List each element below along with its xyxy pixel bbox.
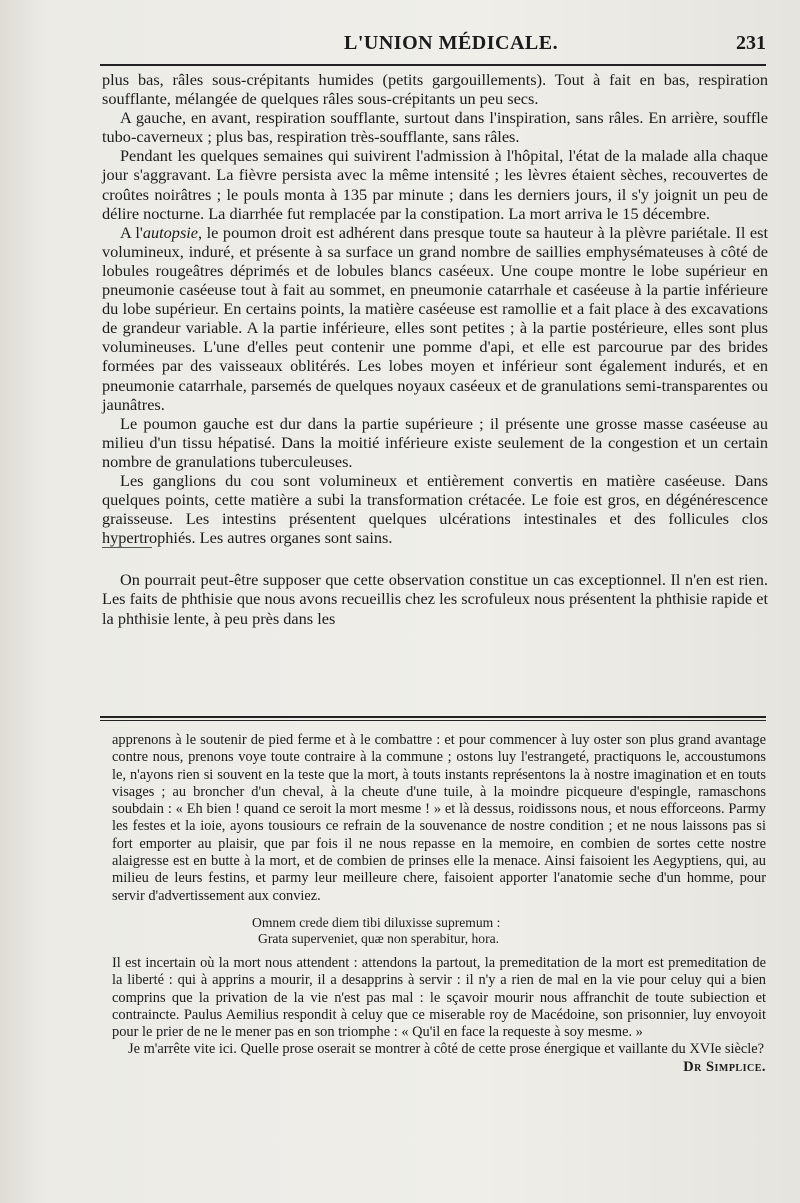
page-number: 231 bbox=[736, 32, 766, 54]
paragraph-3: Pendant les quelques semaines qui suivirent l'admission à l'hôpital, l'état de la malade alla chaque jour s'aggravant. La fièvre persista avec la même intensité ; les lèvres étaient sèches, recouvertes de croûtes noirâtres ; le pouls monta à 135 par minute ; dans les derniers jours, il s'y joignit un peu de délire nocturne. La diarrhée fut remplacée par la constipation. La mort arriva le 15 décembre. bbox=[102, 146, 768, 223]
latin-quote-line-2: Grata superveniet, quæ non sperabitur, hora. bbox=[258, 930, 500, 946]
feuilleton-paragraph-2: Il est incertain où la mort nous attendent : attendons la partout, la premeditation de la mort est premeditation de la liberté : qui à apprins a mourir, il a desapprins à servir : il n'y a rien de mal en la vie pour celuy qui a bien comprins que la privation de la vie n'est pas mal : le sçavoir mourir nous affranchit de toute subiection et contraincte. Paulus Aemilius respondit à celuy que ce miserable roy de Macédoine, son prisonnier, luy envoyoit pour le prier de ne le mener pas en son triomphe : « Qu'il en face la requeste à soy mesme. » bbox=[112, 954, 766, 1041]
autopsie-emphasis: autopsie bbox=[142, 222, 199, 242]
paragraph-4 bbox=[102, 223, 768, 414]
latin-quote bbox=[252, 915, 766, 947]
paragraph-4-rest: , le poumon droit est adhérent dans presque toute sa hauteur à la plèvre pariétale. Il est volumineux, induré, et présente à sa surface un grand nombre de saillies emphysémateuses à côté de lobules rougeâtres déprimés et de lobules blancs caséeux. Une coupe montre le lobe supérieur en pneumonie caséeuse tout à fait au sommet, en pneumonie catarrhale et caséeuse à la partie inférieure du lobe supérieur. En certains points, la matière caséeuse est ramollie et a fait place à des excavations de grandeur variable. A la partie inférieure, elles sont petites ; à la partie postérieure, elles sont plus volumineuses. L'une d'elles peut contenir une pomme d'api, et elle est parcourue par des brides formées par des vaisseaux oblitérés. Les lobes moyen et inférieur sont également indurés, et en pneumonie catarrhale, parsemés de quelques noyaux caséeux et de granulations semi-transparentes ou jaunâtres. bbox=[102, 222, 768, 414]
paragraph-1: plus bas, râles sous-crépitants humides (petits gargouillements). Tout à fait en bas, respiration soufflante, mélangée de quelques râles sous-crépitants un peu secs. bbox=[102, 70, 768, 109]
closing-paragraph bbox=[112, 1041, 766, 1075]
feuilleton-paragraph-1: apprenons à le soutenir de pied ferme et à le combattre : et pour commencer à luy oster son plus grand avantage contre nous, prenons voye toute contraire à la commune ; ostons luy l'estrangeté, practiquons le, accoustumons le, n'ayons rien si souvent en la teste que la mort, à touts instants représentons la à nostre imagination et en touts visages ; au broncher d'un cheval, à la cheute d'une tuile, à la moindre picqueure d'espingle, ramaschons soubdain : « Eh bien ! quand ce seroit la mort mesme ! » et là dessus, roidissons nous, et nous efforceons. Parmy les festes et la ioie, ayons tousiours ce refrain de la souvenance de nostre condition ; et ne nous laissons pas si fort emporter au plaisir, que par fois il ne nous repasse en la memoire, en combien de sortes cette nostre alaigresse est en butte à la mort, et de combien de prinses elle la menace. Ainsi faisoient les Aegyptiens, qui, au milieu de leurs festins, et parmy leur meilleure chere, faisoient apporter l'anatomie seche d'un homme, pour servir d'advertissement aux conviez. bbox=[112, 732, 766, 904]
author-signature: Dr Simplice. bbox=[683, 1058, 766, 1075]
section-separator bbox=[102, 547, 152, 548]
header-rule bbox=[100, 64, 766, 66]
paragraph-2: A gauche, en avant, respiration soufflante, surtout dans l'inspiration, sans râles. En arrière, souffle tubo-caverneux ; plus bas, respiration très-soufflante, sans râles. bbox=[102, 108, 768, 147]
closing-text: Je m'arrête vite ici. Quelle prose oserait se montrer à côté de cette prose énergique et vaillante du XVIe siècle? bbox=[128, 1041, 765, 1058]
paragraph-6: Les ganglions du cou sont volumineux et entièrement convertis en matière caséeuse. Dans quelques points, cette matière a subi la transformation crétacée. Le foie est gros, en dégénérescence graisseuse. Les intestins présentent quelques ulcérations intestinales et des follicules clos hypertrophiés. Les autres organes sont sains. bbox=[102, 470, 768, 548]
running-title: L'UNION MÉDICALE. bbox=[344, 32, 559, 54]
main-text bbox=[102, 70, 768, 628]
page-header bbox=[96, 30, 766, 60]
paragraph-7: On pourrait peut-être supposer que cette observation constitue un cas exceptionnel. Il n'en est rien. Les faits de phthisie que nous avons recueillis chez les scrofuleux nous présentent la phthisie rapide et la phthisie lente, à peu près dans les bbox=[102, 570, 768, 628]
paragraph-5: Le poumon gauche est dur dans la partie supérieure ; il présente une grosse masse caséeuse au milieu d'un tissu hépatisé. Dans la moitié inférieure existe seulement de la congestion et un certain nombre de granulations tuberculeuses. bbox=[102, 413, 768, 471]
feuilleton-text bbox=[112, 732, 766, 1076]
feuilleton-rule-thick bbox=[100, 716, 766, 718]
feuilleton-rule-thin bbox=[100, 720, 766, 721]
paragraph-4-prefix: A l' bbox=[120, 222, 143, 242]
latin-quote-line-1: Omnem crede diem tibi diluxisse supremum : bbox=[252, 914, 501, 930]
